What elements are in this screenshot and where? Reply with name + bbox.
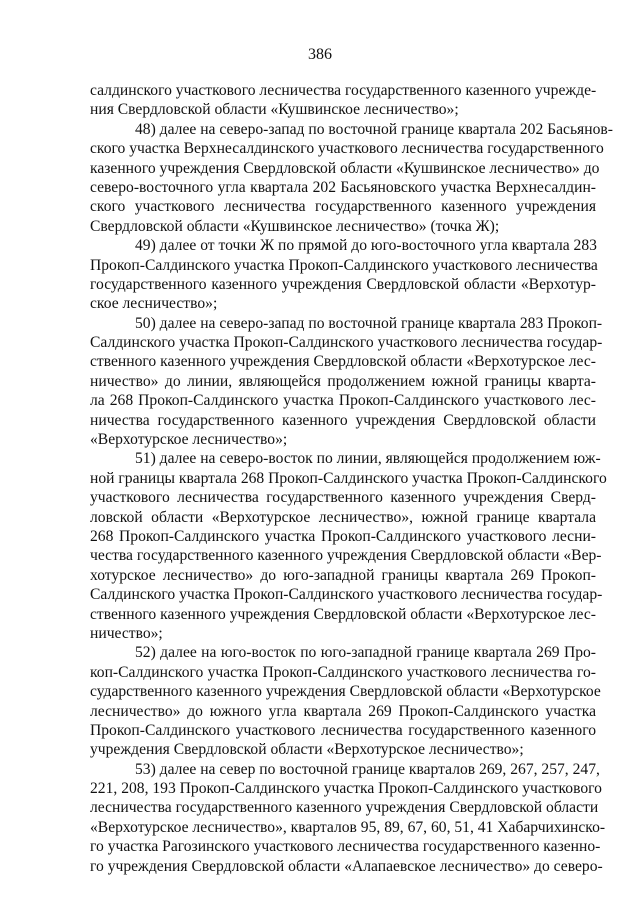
text-line: Прокоп-Салдинского участкового лесничества государственного казенного (90, 721, 596, 739)
text-line: Свердловской области «Кушвинское лесничество» (точка Ж); (90, 217, 500, 235)
page-number: 386 (308, 46, 332, 63)
text-line: го учреждения Свердловской области «Алапаевское лесничество» до северо- (90, 857, 603, 875)
text-line: 268 Прокоп-Салдинского участка Прокоп-Салдинского участкового лесни- (90, 527, 596, 545)
paragraph (90, 449, 607, 643)
paragraph (90, 120, 613, 236)
text-line: ла 268 Прокоп-Салдинского участка Прокоп-Салдинского участкового лес- (90, 392, 596, 410)
text-line: учреждения Свердловской области «Верхотурское лесничество»; (90, 741, 524, 759)
text-line: 49) далее от точки Ж по прямой до юго-восточного угла квартала 283 (135, 237, 597, 255)
text-line: 50) далее на северо-запад по восточной границе квартала 283 Прокоп- (135, 314, 603, 332)
text-line: салдинского участкового лесничества государственного казенного учрежде- (90, 82, 597, 99)
text-line: ского участка Верхнесалдинского участкового лесничества государственного (90, 140, 604, 158)
text-line: ничества государственного казенного учреждения Свердловской области (90, 411, 596, 429)
text-line: 52) далее на юго-восток по юго-западной границе квартала 269 Про- (135, 644, 596, 662)
document-body (90, 81, 613, 876)
text-line: ственного казенного учреждения Свердловской области «Верхотурское лес- (90, 605, 596, 623)
paragraph (90, 314, 603, 450)
text-line: 51) далее на северо-восток по линии, являющейся продолжением юж- (135, 450, 601, 468)
text-line: государственного казенного учреждения Свердловской области «Верхотур- (90, 275, 596, 293)
text-line: ловской области «Верхотурское лесничество», южной границе квартала (90, 508, 596, 526)
text-line: «Верхотурское лесничество», кварталов 95, 89, 67, 60, 51, 41 Хабарчихинско- (90, 818, 606, 836)
text-line: участкового лесничества государственного казенного учреждения Сверд- (90, 489, 596, 507)
text-line: чества государственного казенного учреждения Свердловской области «Вер- (90, 547, 602, 565)
text-line: сударственного казенного учреждения Свердловской области «Верхотурское (90, 683, 601, 701)
text-line: Салдинского участка Прокоп-Салдинского участкового лесничества государ- (90, 334, 603, 352)
text-line: Салдинского участка Прокоп-Салдинского участкового лесничества государ- (90, 586, 603, 604)
text-line: северо-восточного угла квартала 202 Басьяновского участка Верхнесалдин- (90, 178, 596, 196)
text-line: казенного учреждения Свердловской области «Кушвинское лесничество» до (90, 159, 600, 177)
text-line: ничество» до линии, являющейся продолжением южной границы кварта- (90, 372, 596, 390)
paragraph (90, 760, 606, 876)
text-line: хотурское лесничество» до юго-западной границы квартала 269 Прокоп- (90, 566, 596, 584)
text-line: го участка Рагозинского участкового лесничества государственного казенно- (90, 838, 601, 856)
text-line: ственного казенного учреждения Свердловской области «Верхотурское лес- (90, 353, 596, 371)
text-line: лесничество» до южного угла квартала 269 Прокоп-Салдинского участка (90, 702, 596, 720)
text-line: 48) далее на северо-запад по восточной границе квартала 202 Басьянов- (135, 120, 613, 138)
text-line: ния Свердловской области «Кушвинское лесничество»; (90, 101, 459, 119)
text-line: 221, 208, 193 Прокоп-Салдинского участка Прокоп-Салдинского участкового (90, 780, 602, 798)
text-line: Прокоп-Салдинского участка Прокоп-Салдинского участкового лесничества (90, 256, 598, 274)
paragraph (90, 643, 601, 759)
text-line: лесничества государственного казенного учреждения Свердловской области (90, 799, 599, 817)
text-line: ского участкового лесничества государственного казенного учреждения (90, 198, 596, 216)
text-line: ной границы квартала 268 Прокоп-Салдинского участка Прокоп-Салдинского (90, 469, 607, 487)
text-line: 53) далее на север по восточной границе кварталов 269, 267, 257, 247, (135, 760, 600, 778)
text-line: коп-Салдинского участка Прокоп-Салдинского участкового лесничества го- (90, 663, 596, 681)
paragraph (90, 236, 596, 314)
text-line: «Верхотурское лесничество»; (90, 431, 288, 449)
text-line: ничество»; (90, 624, 163, 642)
paragraph (90, 81, 596, 120)
text-line: ское лесничество»; (90, 295, 218, 313)
